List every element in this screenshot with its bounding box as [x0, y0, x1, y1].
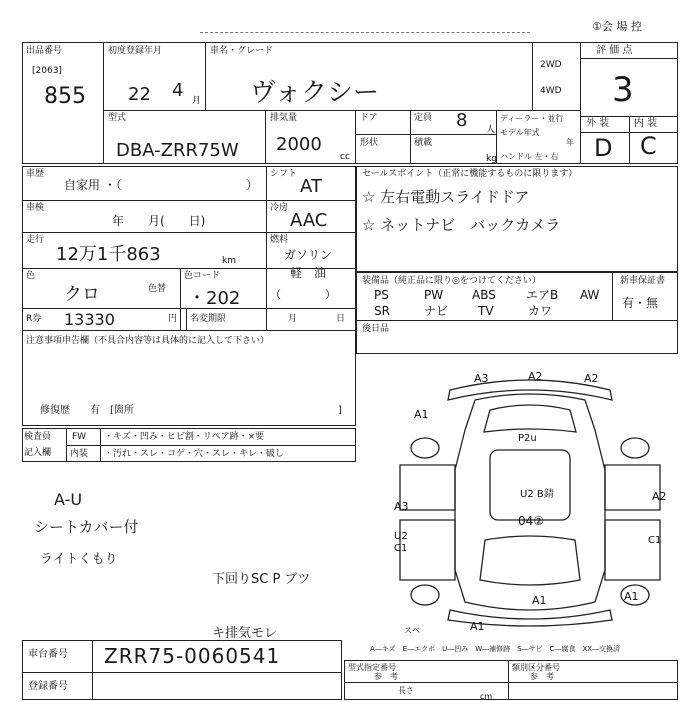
note-line-5: キ排気モレ [212, 626, 278, 641]
diagram-mark-a2-topright: A2 [584, 372, 599, 385]
warranty-label: 新車保証書 [620, 276, 666, 286]
mileage-label: 走行 [26, 235, 45, 245]
cc-unit: cc [340, 152, 350, 162]
diagram-mark-u2b: U2 B錆 [520, 489, 554, 500]
color-no-label: 色替 [148, 284, 167, 294]
ref-2: 参 考 [530, 672, 554, 681]
reg-month: 4 [172, 80, 184, 101]
model-value: DBA-ZRR75W [116, 140, 239, 161]
equip-pw: PW [424, 288, 444, 302]
sales-line-1: ☆ 左右電動スライドドア [362, 188, 530, 206]
name-label: 車名・グレード [210, 46, 274, 56]
ac-value: AAC [290, 210, 328, 231]
person-unit: 人 [486, 125, 496, 135]
equip-ps: PS [374, 288, 389, 302]
r-label: R券 [26, 314, 42, 324]
mileage-value: 12万1千863 [56, 244, 161, 265]
note-line-1: A-U [54, 490, 83, 509]
diagram-legend: A―キズ E―エクボ U―凹み W―補修跡 S―サビ C―腐食 XX―交換済 [370, 645, 621, 653]
car-name: ヴォクシー [250, 78, 379, 108]
year-unit: 年 [566, 138, 574, 147]
diagram-mark-a3-top: A3 [474, 372, 489, 385]
km-unit: km [222, 256, 236, 266]
drive-4wd: 4WD [540, 86, 562, 96]
month-unit: 月 [288, 314, 298, 324]
equip-sr: SR [374, 304, 390, 318]
repair-close: ] [338, 405, 342, 416]
color-value: クロ [64, 284, 100, 305]
door-label: ドア [360, 113, 378, 123]
diagram-mark-a1-left: A1 [414, 408, 429, 421]
reg-label: 初度登録年月 [108, 46, 163, 56]
equip-navi: ナビ [424, 304, 449, 318]
equip-airbag: エアB [526, 288, 559, 302]
sales-line-2: ☆ ネットナビ バックカメラ [362, 216, 561, 234]
score-label: 評 価 点 [596, 45, 633, 56]
score-value: 3 [612, 70, 634, 110]
length-label: 長さ [398, 686, 414, 695]
equip-aw: AW [580, 288, 600, 302]
fuel-light: 軽 油 [290, 266, 327, 280]
inspector-label-2: 記入欄 [24, 448, 52, 458]
lot-sub: [2063] [32, 66, 62, 76]
drive-2wd: 2WD [540, 60, 562, 70]
lot-number: 855 [44, 84, 86, 109]
equip-abs: ABS [472, 288, 496, 302]
chassis-label: 車台番号 [28, 649, 68, 660]
capacity-label: 定員 [414, 113, 433, 123]
fuel-value: ガソリン [284, 248, 333, 262]
repair-label: 修復歴 有 [箇所 [40, 405, 134, 416]
usage-close: ） [246, 178, 259, 192]
note-line-4: 下回りSC P ブツ [212, 572, 311, 587]
usage-label: 車歴 [26, 169, 45, 179]
seat-label: 後日品 [362, 324, 390, 334]
load-label: 積載 [414, 138, 433, 148]
reg-year: 22 [128, 84, 151, 105]
inspector-label-1: 検査員 [24, 432, 52, 442]
color-code-value: ・202 [188, 288, 241, 309]
diagram-mark-u2-left: U2 [394, 531, 408, 542]
exterior-label: 外 装 [586, 118, 610, 129]
name-exp-label: 名変期限 [190, 314, 227, 324]
top-header-strip [200, 20, 530, 33]
diagram-mark-04: 04② [518, 514, 545, 528]
capacity-value: 8 [456, 110, 468, 131]
cm-unit: cm [480, 692, 493, 701]
color-code-label: 色コード [184, 271, 221, 281]
kg-unit: kg [486, 154, 497, 164]
fuel-label: 燃料 [270, 235, 289, 245]
inspection-value: 年 月( 日) [112, 214, 206, 228]
interior-value: C [640, 132, 657, 160]
diagram-mark-a3-left: A3 [394, 500, 409, 513]
equip-tv: TV [478, 304, 494, 318]
model-year-label: モデル年式 [500, 128, 540, 137]
inspector-inner: 内装 [70, 449, 89, 459]
sales-label: セールスポイント（正常に機能するものに限ります） [362, 169, 578, 179]
dealer-label: ディーラー・並行 [500, 114, 564, 123]
type-spec-label: 型式指定番号 [348, 663, 396, 672]
inspection-label: 車検 [26, 203, 45, 213]
diagram-mark-a1-rearright: A1 [624, 590, 639, 603]
model-label: 型式 [108, 113, 127, 123]
ac-label: 冷房 [270, 203, 289, 213]
diagram-mark-a2-right: A2 [652, 490, 667, 503]
interior-label: 内 装 [634, 118, 658, 129]
inspector-row-1: ・キズ・凹み・ヒビ割・リペア跡・×要 [104, 432, 265, 442]
handle-label: ハンドル 左・右 [500, 152, 559, 161]
shape-label: 形状 [360, 138, 379, 148]
top-right-label: ①会 場 控 [592, 20, 642, 33]
note-line-2: シートカバー付 [34, 518, 139, 536]
chassis-value: ZRR75-0060541 [104, 644, 281, 668]
warranty-value: 有・無 [622, 296, 659, 310]
day-unit: 日 [336, 314, 346, 324]
shift-value: AT [300, 176, 322, 197]
diagram-mark-a1-rear: A1 [532, 594, 547, 607]
notes-label: 注意事項申告欄（不具合内容等は具体的に記入して下さい） [26, 336, 270, 346]
r-value: 13330 [64, 310, 115, 329]
shift-label: シフト [270, 169, 298, 179]
diagram-mark-c1-right: C1 [648, 535, 662, 546]
diagram-mark-a1-bottom: A1 [470, 620, 485, 633]
color-label: 色 [26, 271, 36, 281]
equip-leather: カワ [528, 304, 553, 318]
inspector-fw: FW [72, 432, 87, 442]
equipment-label: 装備品（純正品に限り◎をつけてください） [362, 276, 541, 286]
ref-1: 参 考 [374, 672, 398, 681]
lot-label: 出品番号 [26, 46, 63, 56]
note-line-3: ライトくもり [40, 552, 118, 567]
exterior-value: D [594, 134, 613, 162]
usage-value: 自家用 ・（ [64, 178, 122, 192]
fuel-paren: （ ） [270, 288, 336, 301]
yen-unit: 円 [168, 314, 178, 324]
displacement-label: 排気量 [270, 113, 298, 123]
category-label: 類別区分番号 [512, 663, 560, 672]
diagram-mark-c1-left: C1 [394, 543, 408, 554]
diagram-mark-p2u: P2u [518, 433, 537, 444]
diagram-mark-a2-top: A2 [528, 370, 543, 383]
reg-month-unit: 月 [192, 96, 202, 106]
reg-no-label: 登録番号 [28, 681, 68, 692]
inspector-row-2: ・汚れ・スレ・コゲ・穴・スレ・キレ・破し [104, 449, 284, 459]
diagram-mark-spare: スペ [404, 626, 420, 635]
displacement-value: 2000 [276, 134, 322, 155]
